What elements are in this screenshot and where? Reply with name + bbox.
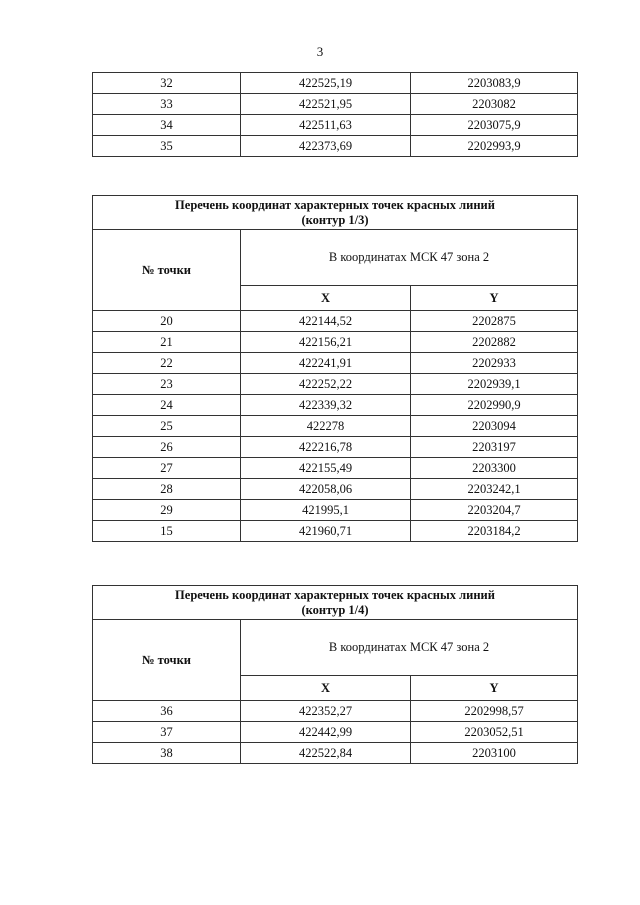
y-coordinate-cell: 2203184,2 [411,521,578,542]
y-coordinate-cell: 2203204,7 [411,500,578,521]
y-coordinate-cell: 2202998,57 [411,701,578,722]
x-coordinate-cell: 422156,21 [241,332,411,353]
y-coordinate-cell: 2203242,1 [411,479,578,500]
point-number-cell: 29 [93,500,241,521]
table-row [93,332,578,353]
y-coordinate-cell: 2203082 [411,94,578,115]
x-coordinate-cell: 421960,71 [241,521,411,542]
table-row [93,479,578,500]
page-number: 3 [316,44,324,59]
x-coordinate-cell: 422144,52 [241,311,411,332]
x-coordinate-cell: 422521,95 [241,94,411,115]
table-row [93,395,578,416]
y-coordinate-cell: 2203197 [411,437,578,458]
point-number-cell: 37 [93,722,241,743]
y-coordinate-cell: 2202939,1 [411,374,578,395]
point-number-cell: 15 [93,521,241,542]
point-number-cell: 22 [93,353,241,374]
coordinate-system-header: В координатах МСК 47 зона 2 [241,230,578,286]
table-row [93,521,578,542]
point-number-cell: 24 [93,395,241,416]
x-coordinate-cell: 422252,22 [241,374,411,395]
y-coordinate-cell: 2203075,9 [411,115,578,136]
y-header: Y [411,286,578,311]
table-row [93,437,578,458]
table-row [93,722,578,743]
x-coordinate-cell: 422278 [241,416,411,437]
table-title-line2: (контур 1/3) [301,212,369,227]
x-coordinate-cell: 422522,84 [241,743,411,764]
table-row [93,353,578,374]
point-number-header: № точки [93,230,241,311]
table-title-line2: (контур 1/4) [301,602,369,617]
coordinates-table-contour-1-3 [92,195,578,542]
table-row [93,416,578,437]
table-title-row [93,196,578,230]
y-coordinate-cell: 2203094 [411,416,578,437]
table-title-line1: Перечень координат характерных точек красных линий [175,587,495,602]
point-number-cell: 38 [93,743,241,764]
y-coordinate-cell: 2202993,9 [411,136,578,157]
x-coordinate-cell: 422058,06 [241,479,411,500]
x-header: X [241,676,411,701]
x-coordinate-cell: 422352,27 [241,701,411,722]
point-number-cell: 35 [93,136,241,157]
point-number-cell: 36 [93,701,241,722]
point-number-cell: 28 [93,479,241,500]
table-title-row [93,586,578,620]
table-row [93,311,578,332]
table-title [93,586,578,620]
table-row [93,500,578,521]
point-number-cell: 25 [93,416,241,437]
table-row [93,743,578,764]
point-number-cell: 33 [93,94,241,115]
coordinate-system-header: В координатах МСК 47 зона 2 [241,620,578,676]
table-row [93,136,578,157]
table-row [93,73,578,94]
table-row [93,374,578,395]
coordinates-table-contour-1-4 [92,585,578,764]
header-row [93,620,578,676]
x-coordinate-cell: 422241,91 [241,353,411,374]
point-number-cell: 21 [93,332,241,353]
point-number-cell: 26 [93,437,241,458]
y-coordinate-cell: 2203100 [411,743,578,764]
x-coordinate-cell: 422525,19 [241,73,411,94]
x-coordinate-cell: 422155,49 [241,458,411,479]
x-header: X [241,286,411,311]
table-row [93,115,578,136]
y-coordinate-cell: 2203300 [411,458,578,479]
table-row [93,701,578,722]
x-coordinate-cell: 422511,63 [241,115,411,136]
point-number-cell: 23 [93,374,241,395]
x-coordinate-cell: 422442,99 [241,722,411,743]
point-number-cell: 20 [93,311,241,332]
point-number-header: № точки [93,620,241,701]
x-coordinate-cell: 422339,32 [241,395,411,416]
y-coordinate-cell: 2203083,9 [411,73,578,94]
y-coordinate-cell: 2203052,51 [411,722,578,743]
table-row [93,458,578,479]
table-row [93,94,578,115]
y-coordinate-cell: 2202875 [411,311,578,332]
x-coordinate-cell: 422216,78 [241,437,411,458]
y-coordinate-cell: 2202990,9 [411,395,578,416]
x-coordinate-cell: 422373,69 [241,136,411,157]
point-number-cell: 34 [93,115,241,136]
coordinates-table-continuation [92,72,578,157]
point-number-cell: 32 [93,73,241,94]
y-coordinate-cell: 2202882 [411,332,578,353]
table-title-line1: Перечень координат характерных точек красных линий [175,197,495,212]
point-number-cell: 27 [93,458,241,479]
y-coordinate-cell: 2202933 [411,353,578,374]
y-header: Y [411,676,578,701]
x-coordinate-cell: 421995,1 [241,500,411,521]
table-title [93,196,578,230]
header-row [93,230,578,286]
